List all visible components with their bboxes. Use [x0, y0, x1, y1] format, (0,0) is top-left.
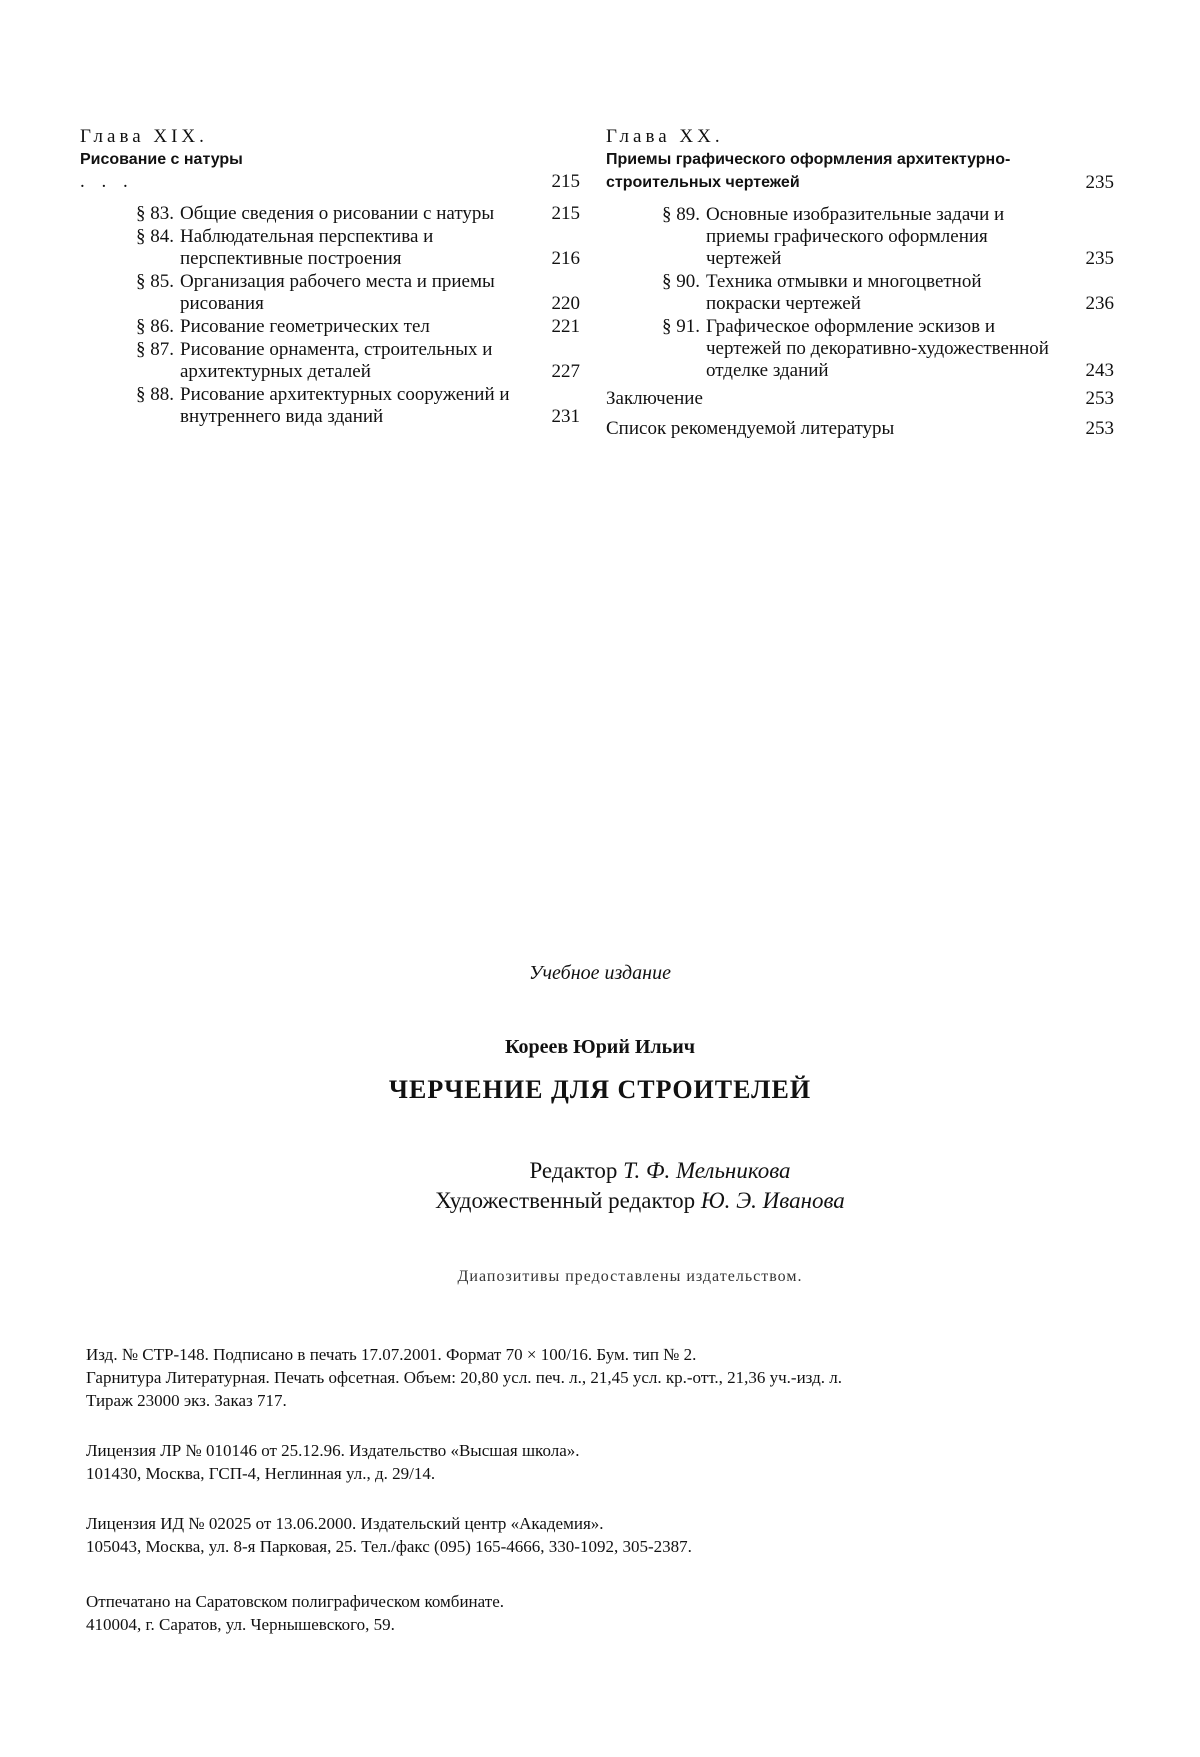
toc-right-column — [606, 104, 1114, 448]
toc-section-86 — [108, 316, 580, 338]
art-editor-line — [40, 1188, 1200, 1214]
chapter-label: Глава XX. — [606, 126, 724, 147]
section-number: § 83. — [136, 203, 174, 224]
print-info-line: Тираж 23000 экз. Заказ 717. — [86, 1391, 287, 1410]
section-title: Техника отмывки и многоцветной покраски чертежей — [706, 271, 982, 314]
print-info-line: Гарнитура Литературная. Печать офсетная. Объем: 20,80 усл. печ. л., 21,45 усл. кр.-отт., 21,36 уч.-изд. л. — [86, 1368, 842, 1387]
author-name: Кореев Юрий Ильич — [504, 1036, 696, 1058]
section-title: Рисование орнамента, строительных и архитектурных деталей — [180, 339, 493, 382]
section-page: 243 — [1085, 360, 1114, 381]
section-page: 227 — [551, 361, 580, 382]
section-title: Рисование геометрических тел — [180, 316, 430, 337]
section-number: § 84. — [136, 226, 174, 247]
section-title: Рисование архитектурных сооружений и внутреннего вида зданий — [180, 384, 510, 427]
toc-section-83 — [108, 203, 580, 225]
section-page: 235 — [1085, 248, 1114, 269]
toc-section-87 — [108, 339, 580, 383]
section-page: 220 — [551, 293, 580, 314]
section-number: § 91. — [662, 316, 700, 337]
section-page: 236 — [1085, 293, 1114, 314]
section-page: 216 — [551, 248, 580, 269]
section-number: § 87. — [136, 339, 174, 360]
chapter-page: 215 — [551, 171, 580, 192]
chapter-title: Приемы графического оформления архитектурно-строительных чертежей — [606, 151, 1011, 191]
license-line: Лицензия ЛР № 010146 от 25.12.96. Издательство «Высшая школа». — [86, 1441, 580, 1460]
section-page: 231 — [551, 406, 580, 427]
editor-name: Т. Ф. Мельникова — [623, 1158, 791, 1183]
toc-chapter-19: Глава XIX. Рисование с натуры . . . 215 — [80, 126, 580, 192]
section-page: 221 — [551, 316, 580, 337]
section-number: § 85. — [136, 271, 174, 292]
section-page: 215 — [551, 203, 580, 224]
section-title: Организация рабочего места и приемы рисования — [180, 271, 495, 314]
entry-title: Заключение — [606, 388, 703, 409]
print-info-block — [86, 1343, 1166, 1412]
license-block-1 — [86, 1439, 1166, 1485]
printer-block — [86, 1590, 1166, 1636]
license-line: Лицензия ИД № 02025 от 13.06.2000. Издательский центр «Академия». — [86, 1514, 604, 1533]
entry-title: Список рекомендуемой литературы — [606, 418, 895, 439]
printer-line: Отпечатано на Саратовском полиграфическом комбинате. — [86, 1592, 504, 1611]
print-info-line: Изд. № СТР-148. Подписано в печать 17.07.2001. Формат 70 × 100/16. Бум. тип № 2. — [86, 1345, 697, 1364]
editor-label: Редактор — [529, 1158, 618, 1183]
toc-conclusion — [606, 388, 1114, 410]
toc-section-91 — [634, 316, 1114, 382]
art-editor-name: Ю. Э. Иванова — [700, 1188, 845, 1213]
section-number: § 90. — [662, 271, 700, 292]
toc-left-column — [80, 104, 580, 429]
section-number: § 88. — [136, 384, 174, 405]
book-title: ЧЕРЧЕНИЕ ДЛЯ СТРОИТЕЛЕЙ — [388, 1075, 812, 1104]
edition-type: Учебное издание — [529, 962, 671, 984]
chapter-label: Глава XIX. — [80, 126, 208, 147]
section-title: Наблюдательная перспектива и перспективные построения — [180, 226, 434, 269]
section-title: Основные изобразительные задачи и приемы графического оформления чертежей — [706, 204, 1005, 269]
address-line: 101430, Москва, ГСП-4, Неглинная ул., д. 29/14. — [86, 1464, 436, 1483]
address-line: 105043, Москва, ул. 8-я Парковая, 25. Тел./факс (095) 165-4666, 330-1092, 305-2387. — [86, 1537, 692, 1556]
toc-section-90 — [634, 271, 1114, 315]
toc-chapter-20 — [606, 104, 1114, 194]
section-number: § 86. — [136, 316, 174, 337]
printer-address-line: 410004, г. Саратов, ул. Чернышевского, 59. — [86, 1615, 395, 1634]
section-title: Графическое оформление эскизов и чертежей по декоративно-художественной отделке зданий — [706, 316, 1049, 381]
toc-section-89 — [634, 204, 1114, 270]
toc-section-88 — [108, 384, 580, 428]
chapter-page: 235 — [1085, 172, 1114, 193]
chapter-title: Рисование с натуры — [80, 151, 243, 168]
entry-page: 253 — [1085, 418, 1114, 439]
section-number: § 89. — [662, 204, 700, 225]
toc-bibliography — [606, 418, 1114, 440]
diapositives-note: Диапозитивы предоставлены издательством. — [457, 1268, 803, 1285]
editor-line — [60, 1158, 1200, 1184]
toc-section-84 — [108, 226, 580, 270]
section-title: Общие сведения о рисовании с натуры — [180, 203, 495, 224]
art-editor-label: Художественный редактор — [435, 1188, 696, 1213]
toc-section-85 — [108, 271, 580, 315]
license-block-2 — [86, 1512, 1166, 1558]
entry-page: 253 — [1085, 388, 1114, 409]
